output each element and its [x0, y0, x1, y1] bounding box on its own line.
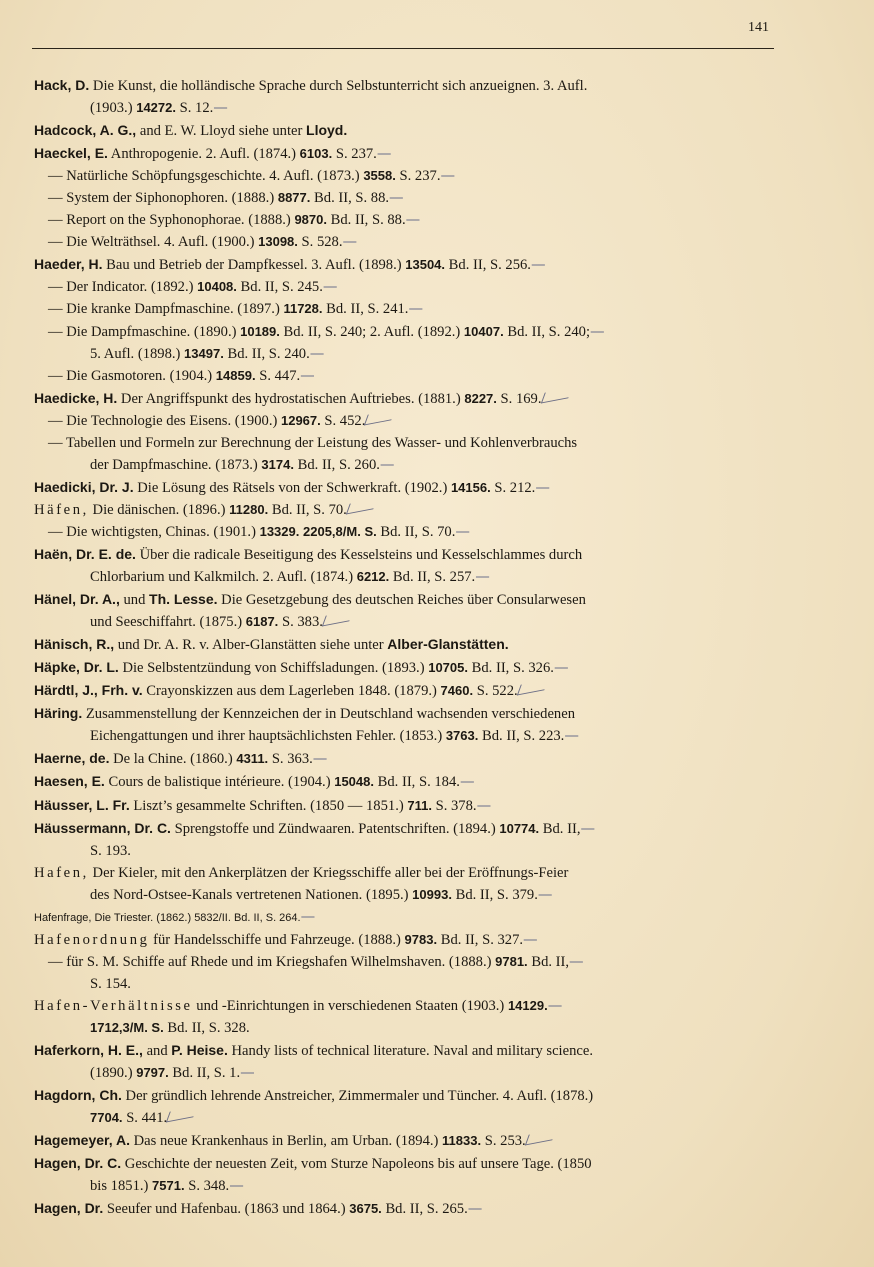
catalog-number: 13329.: [259, 523, 300, 539]
pencil-dash-mark: —: [376, 145, 392, 163]
index-line: [34, 454, 776, 476]
entry-heading: Haedicki, Dr. J.: [34, 478, 134, 495]
entry-text: S. 237.: [332, 146, 377, 163]
entry-text: — Die Welträthsel. 4. Aufl. (1900.): [48, 234, 259, 251]
entry-heading: Haerne, de.: [34, 750, 110, 767]
pencil-dash-mark: —: [408, 300, 424, 318]
catalog-number: 11728.: [283, 301, 323, 317]
entry-heading: Häpke, Dr. L.: [34, 659, 119, 676]
entry-heading: Haferkorn, H. E.,: [34, 1042, 143, 1059]
index-line: [34, 74, 776, 97]
index-line: [34, 1107, 776, 1129]
pencil-dash-mark: —: [213, 99, 228, 117]
index-line: [34, 770, 776, 793]
index-line: [34, 1062, 776, 1084]
entry-text: Der gründlich lehrende Anstreicher, Zimmermaler und Tüncher. 4. Aufl. (1878.): [121, 1088, 594, 1105]
catalog-number: 10993.: [412, 886, 452, 902]
pencil-dash-mark: —: [300, 907, 316, 925]
entry-text: Die Kunst, die holländische Sprache durch Selbstunterricht sich anzueignen. 3. Aufl.: [89, 78, 588, 94]
entry-heading: Hack, D.: [34, 77, 90, 93]
catalog-number: 6212.: [356, 569, 390, 585]
entry-heading: Hafen-Verhältnisse: [34, 997, 193, 1014]
entry-heading: Haën, Dr. E. de.: [34, 545, 136, 562]
entry-text: Sprengstoffe und Zündwaaren. Patentschriften. (1894.): [170, 820, 500, 837]
entry-text: and: [142, 1043, 172, 1060]
entry-text: S. 441.: [122, 1110, 168, 1127]
index-line: [34, 1017, 776, 1039]
entry-text: (1903.): [90, 100, 137, 117]
entry-text: — Der Indicator. (1892.): [48, 279, 198, 296]
index-line: [34, 387, 776, 410]
index-line: [34, 840, 776, 862]
entry-text: S. 363.: [268, 751, 313, 768]
index-line: [34, 884, 776, 906]
entry-text: der Dampfmaschine. (1873.): [90, 456, 262, 473]
entry-text: Bd. II, S. 240;: [503, 323, 591, 340]
entry-text: S. 522.: [473, 683, 518, 700]
entry-text: Eichengattungen und ihrer hauptsächlichsten Fehler. (1853.): [90, 728, 446, 745]
pencil-dash-mark: —: [553, 659, 569, 677]
catalog-number: 4311.: [236, 751, 269, 767]
entry-text: — Report on the Syphonophorae. (1888.): [48, 212, 295, 229]
catalog-number: 13504.: [405, 257, 446, 273]
entry-heading: Häfen,: [34, 501, 89, 518]
entry-text: — Die Gasmotoren. (1904.): [48, 367, 216, 384]
entry-text: Über die radicale Beseitigung des Kesselsteins und Kesselschlammes durch: [135, 546, 583, 563]
entry-text: — System der Siphonophoren. (1888.): [48, 190, 278, 207]
entry-text: und: [119, 592, 150, 609]
index-line: [34, 231, 776, 253]
entry-text: Die Lösung des Rätsels von der Schwerkraft. (1902.): [133, 479, 451, 496]
catalog-number: 11833.: [442, 1133, 482, 1149]
pencil-dash-mark: —: [389, 189, 404, 207]
index-line: [34, 119, 776, 142]
pencil-dash-mark: —: [467, 1200, 483, 1218]
index-line: [34, 679, 776, 702]
entry-text: Bd. II, S. 1.: [168, 1065, 241, 1082]
entry-text: (1890.): [90, 1065, 137, 1082]
entry-text: Zusammenstellung der Kennzeichen der in Deutschland wachsenden verschiedenen: [82, 706, 575, 723]
entry-text: Bd. II, S. 88.: [326, 212, 406, 229]
checkmark-icon: [167, 1108, 197, 1122]
entry-text: Bd. II, S. 245.: [236, 279, 323, 296]
entry-text: S. 447.: [255, 367, 301, 384]
pencil-dash-mark: —: [569, 952, 584, 970]
catalog-number: 1712,3/M. S.: [90, 1019, 164, 1035]
entry-text: S. 12.: [175, 100, 214, 117]
entry-text: Der Kieler, mit den Ankerplätzen der Kriegsschiffe aller bei der Eröffnungs-Feier: [88, 864, 569, 881]
checkmark-icon: [347, 500, 377, 514]
entry-text: Der Angriffspunkt des hydrostatischen Auftriebes. (1881.): [117, 390, 465, 407]
entry-text: — Tabellen und Formeln zur Berechnung der Leistung des Wasser- und Kohlenverbrauchs: [48, 434, 578, 451]
pencil-dash-mark: —: [300, 366, 315, 384]
catalog-number: 7460.: [440, 683, 474, 699]
pencil-dash-mark: —: [342, 233, 358, 251]
entry-text: Seeufer und Hafenbau. (1863 und 1864.): [103, 1201, 350, 1218]
pencil-dash-mark: —: [564, 727, 579, 745]
index-line: [34, 253, 776, 276]
entry-heading: Hafenordnung: [34, 931, 150, 948]
index-line: [34, 702, 776, 725]
index-line: [34, 432, 776, 454]
pencil-dash-mark: —: [476, 796, 492, 814]
catalog-number: 6103.: [299, 146, 333, 162]
index-line: [34, 165, 776, 187]
pencil-dash-mark: —: [229, 1177, 244, 1195]
catalog-number: 14129.: [507, 997, 548, 1013]
catalog-number: 13098.: [258, 234, 298, 250]
entry-text: Bd. II, S. 328.: [163, 1019, 250, 1036]
entry-heading: Hagen, Dr. C.: [34, 1155, 122, 1172]
entry-heading: Alber-Glanstätten.: [387, 636, 509, 653]
index-line: [34, 276, 776, 298]
entry-text: Bd. II, S. 327.: [437, 931, 524, 948]
entry-text: — Die kranke Dampfmaschine. (1897.): [48, 301, 284, 318]
index-line: [34, 543, 776, 566]
entry-text: Bau und Betrieb der Dampfkessel. 3. Aufl. (1898.): [102, 257, 406, 274]
index-line: [34, 973, 776, 995]
index-line: [34, 410, 776, 432]
entry-text: S. 452.: [320, 412, 366, 429]
entry-text: des Nord-Ostsee-Kanals vertretenen Nationen. (1895.): [90, 886, 413, 903]
entry-heading: Härdtl, J., Frh. v.: [34, 682, 143, 699]
catalog-number: 3675.: [349, 1201, 382, 1217]
entry-text: S. 348.: [184, 1178, 230, 1195]
catalog-number: 10705.: [428, 660, 468, 676]
entry-heading: P. Heise.: [171, 1042, 228, 1059]
entry-heading: Hagdorn, Ch.: [34, 1087, 122, 1104]
entry-text: S. 212.: [490, 479, 536, 496]
pencil-dash-mark: —: [312, 750, 328, 768]
pencil-dash-mark: —: [379, 455, 395, 473]
catalog-number: 7571.: [152, 1178, 185, 1194]
index-line: [34, 97, 776, 119]
catalog-number: 7704.: [90, 1110, 123, 1126]
entry-text: 5. Aufl. (1898.): [90, 345, 185, 362]
pencil-dash-mark: —: [405, 211, 421, 229]
pencil-dash-mark: —: [535, 478, 550, 496]
entry-text: S. 154.: [90, 975, 131, 992]
index-line: [34, 298, 776, 320]
index-line: [34, 995, 776, 1017]
entry-text: und -Einrichtungen in verschiedenen Staaten (1903.): [192, 997, 508, 1014]
entry-text: Bd. II, S. 88.: [310, 190, 390, 207]
index-line: [34, 1039, 776, 1062]
entry-heading: Th. Lesse.: [149, 591, 218, 608]
entry-text: Crayonskizzen aus dem Lagerleben 1848. (1879.): [142, 683, 441, 700]
entry-text: Bd. II, S. 240; 2. Aufl. (1892.): [279, 323, 464, 340]
index-line: [34, 566, 776, 588]
catalog-number: 2205,8/M. S.: [303, 523, 377, 539]
entry-heading: Hadcock, A. G.,: [34, 122, 137, 139]
checkmark-icon: [518, 681, 548, 695]
entry-text: and E. W. Lloyd siehe unter: [136, 123, 307, 140]
entry-text: Bd. II, S. 260.: [293, 456, 380, 473]
catalog-number: 3174.: [261, 456, 294, 472]
entry-text: S. 528.: [297, 234, 343, 251]
catalog-number: 10408.: [197, 279, 237, 295]
index-line: [34, 142, 776, 165]
index-entries: [34, 74, 776, 1220]
entry-text: — Die Dampfmaschine. (1890.): [48, 323, 241, 340]
pencil-dash-mark: —: [455, 522, 470, 540]
entry-heading: Lloyd.: [306, 122, 348, 139]
entry-text: — Die wichtigsten, Chinas. (1901.): [48, 523, 260, 540]
entry-text: bis 1851.): [90, 1178, 153, 1195]
entry-text: Bd. II, S. 184.: [373, 774, 460, 791]
catalog-number: 8877.: [277, 190, 311, 206]
catalog-number: 3558.: [363, 168, 396, 184]
entry-text: und Dr. A. R. v. Alber-Glanstätten siehe unter: [114, 637, 388, 654]
entry-text: — für S. M. Schiffe auf Rhede und im Kriegshafen Wilhelmshaven. (1888.): [48, 953, 496, 970]
catalog-number: 6187.: [245, 614, 279, 630]
catalog-number: 9797.: [136, 1065, 169, 1081]
entry-text: Cours de balistique intérieure. (1904.): [104, 774, 335, 791]
entry-heading: Hänel, Dr. A.,: [34, 591, 120, 608]
pencil-dash-mark: —: [309, 344, 325, 362]
entry-text: S. 237.: [395, 168, 441, 185]
entry-text: S. 253.: [481, 1133, 526, 1150]
index-line: [34, 951, 776, 973]
entry-text: Handy lists of technical literature. Naval and military science.: [227, 1043, 593, 1060]
checkmark-icon: [526, 1131, 556, 1145]
catalog-number: 10407.: [463, 323, 504, 339]
entry-heading: Häussermann, Dr. C.: [34, 819, 171, 836]
entry-text: Anthropogenie. 2. Aufl. (1874.): [107, 146, 300, 163]
entry-text: Geschichte der neuesten Zeit, vom Sturze Napoleons bis auf unsere Tage. (1850: [121, 1156, 592, 1173]
entry-text: Liszt’s gesammelte Schriften. (1850 — 1851.): [129, 797, 408, 814]
entry-text: Bd. II, S. 70.: [376, 523, 456, 540]
index-line: [34, 476, 776, 499]
catalog-number: 9781.: [495, 953, 528, 969]
entry-text: S. 193.: [90, 842, 131, 859]
entry-text: — Die Technologie des Eisens. (1900.): [48, 412, 281, 429]
entry-text: S. 378.: [431, 797, 477, 814]
entry-text: S. 169.: [496, 390, 542, 407]
entry-text: Bd. II, S. 257.: [389, 569, 476, 586]
index-line: [34, 747, 776, 770]
pencil-dash-mark: —: [547, 996, 563, 1014]
entry-heading: Hagemeyer, A.: [34, 1132, 130, 1149]
entry-text: und Seeschiffahrt. (1875.): [90, 614, 246, 631]
entry-text: Bd. II, S. 240.: [223, 345, 310, 362]
entry-text: De la Chine. (1860.): [109, 751, 237, 768]
entry-heading: Häring.: [34, 705, 83, 722]
entry-text: Die dänischen. (1896.): [88, 501, 230, 518]
pencil-dash-mark: —: [240, 1064, 255, 1082]
entry-heading: Haeder, H.: [34, 256, 103, 273]
catalog-number: 13497.: [184, 345, 224, 361]
index-line: [34, 633, 776, 656]
index-line: [34, 321, 776, 343]
entry-text: Bd. II, S. 256.: [445, 257, 531, 274]
entry-text: — Natürliche Schöpfungsgeschichte. 4. Aufl. (1873.): [48, 168, 364, 185]
header-rule: [32, 48, 774, 49]
pencil-dash-mark: —: [475, 568, 490, 586]
catalog-number: 3763.: [445, 728, 479, 744]
pencil-dash-mark: —: [459, 773, 475, 791]
index-line: [34, 365, 776, 387]
pencil-dash-mark: —: [322, 278, 338, 296]
entry-text: Bd. II, S. 70.: [268, 501, 347, 518]
catalog-number: 15048.: [334, 774, 374, 790]
entry-text: Chlorbarium und Kalkmilch. 2. Aufl. (1874.): [90, 569, 357, 586]
entry-text: Bd. II, S. 265.: [381, 1201, 468, 1218]
catalog-number: 10774.: [499, 820, 540, 836]
catalog-number: 9783.: [404, 931, 438, 947]
index-line: [34, 725, 776, 747]
checkmark-icon: [365, 411, 395, 425]
pencil-dash-mark: —: [523, 930, 538, 948]
entry-text: Bd. II, S. 379.: [451, 886, 538, 903]
pencil-dash-mark: —: [537, 885, 553, 903]
index-line: [34, 1197, 776, 1220]
catalog-number: 711.: [407, 797, 432, 813]
entry-text: Das neue Krankenhaus in Berlin, am Urban. (1894.): [129, 1133, 443, 1150]
index-line: [34, 1084, 776, 1107]
entry-text: Hafenfrage, Die Triester. (1862.) 5832/II. Bd. II, S. 264.: [34, 911, 301, 924]
pencil-dash-mark: —: [580, 819, 596, 837]
index-line: [34, 929, 776, 951]
catalog-number: 14859.: [215, 367, 256, 383]
entry-text: für Handelsschiffe und Fahrzeuge. (1888.): [149, 931, 405, 948]
catalog-number: 14272.: [136, 100, 176, 116]
entry-heading: Hagen, Dr.: [34, 1200, 104, 1217]
index-line: [34, 817, 776, 840]
index-line: [34, 794, 776, 817]
index-line: [34, 1152, 776, 1175]
entry-heading: Haesen, E.: [34, 773, 105, 790]
index-line: [34, 209, 776, 231]
entry-heading: Hänisch, R.,: [34, 636, 115, 653]
index-line: [34, 862, 776, 884]
index-line: [34, 611, 776, 633]
index-line: [34, 187, 776, 209]
index-line: [34, 521, 776, 543]
index-line: [34, 1129, 776, 1152]
entry-text: Die Gesetzgebung des deutschen Reiches über Consularwesen: [217, 592, 586, 609]
checkmark-icon: [542, 389, 572, 403]
checkmark-icon: [323, 612, 353, 626]
entry-heading: Haedicke, H.: [34, 389, 118, 406]
entry-text: Bd. II,: [539, 820, 581, 837]
entry-text: Die Selbstentzündung von Schiffsladungen. (1893.): [118, 660, 429, 677]
entry-heading: Häusser, L. Fr.: [34, 796, 130, 813]
entry-heading: Haeckel, E.: [34, 145, 108, 162]
pencil-dash-mark: —: [440, 167, 456, 185]
entry-text: Bd. II, S. 223.: [478, 728, 565, 745]
index-line: [34, 906, 776, 929]
page-number: 141: [748, 20, 769, 35]
catalog-number: 14156.: [450, 479, 491, 495]
index-line: [34, 343, 776, 365]
index-line: [34, 1175, 776, 1197]
entry-heading: Hafen,: [34, 864, 89, 881]
catalog-number: 11280.: [229, 501, 269, 517]
catalog-number: 10189.: [240, 323, 280, 339]
catalog-number: 8227.: [464, 390, 497, 406]
pencil-dash-mark: —: [530, 256, 546, 274]
entry-text: S. 383.: [278, 614, 323, 631]
index-line: [34, 656, 776, 679]
entry-text: Bd. II, S. 241.: [322, 301, 409, 318]
catalog-number: 9870.: [294, 212, 327, 228]
entry-text: Bd. II,: [527, 953, 570, 970]
catalog-number: 12967.: [280, 412, 321, 428]
index-line: [34, 499, 776, 521]
pencil-dash-mark: —: [590, 322, 605, 340]
index-line: [34, 588, 776, 611]
entry-text: Bd. II, S. 326.: [467, 660, 554, 677]
